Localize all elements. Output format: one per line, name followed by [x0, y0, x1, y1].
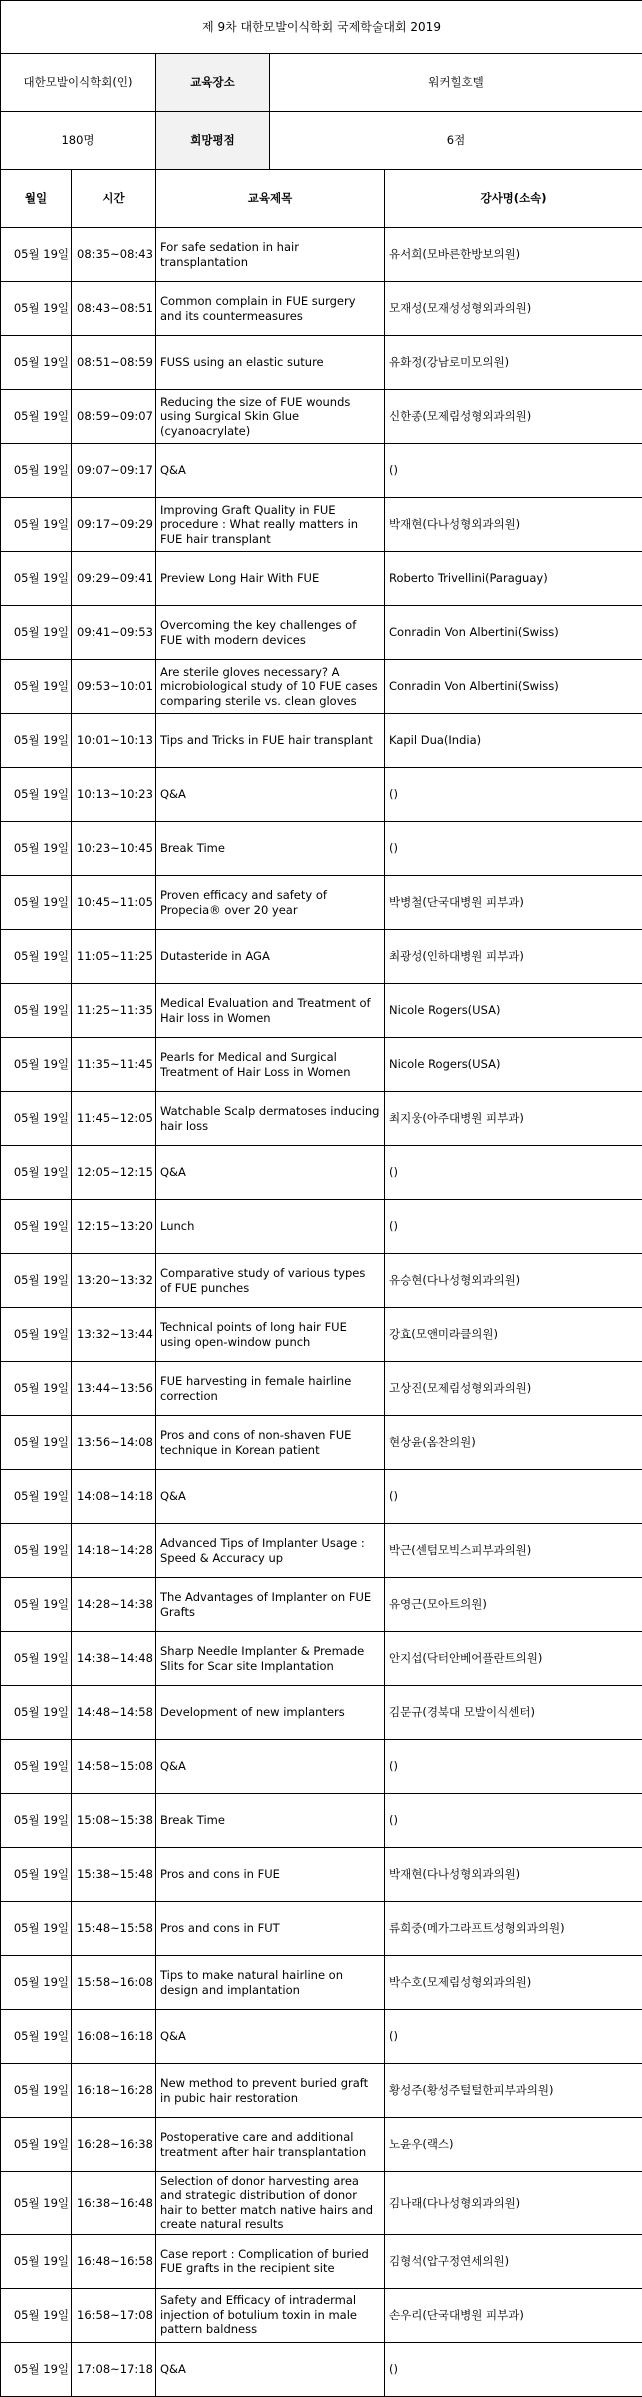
row-lecturer: Nicole Rogers(USA) [385, 1038, 642, 1092]
row-date: 05월 19일 [1, 2288, 72, 2342]
row-time: 17:08~17:18 [72, 2342, 156, 2396]
row-subject: New method to prevent buried graft in pubic hair restoration [156, 2064, 385, 2118]
row-subject: Pros and cons in FUE [156, 1848, 385, 1902]
table-row [1, 660, 642, 714]
row-lecturer: 고상진(모제림성형외과의원) [385, 1362, 642, 1416]
row-time: 09:17~09:29 [72, 498, 156, 552]
row-time: 13:32~13:44 [72, 1308, 156, 1362]
row-date: 05월 19일 [1, 1686, 72, 1740]
row-time: 10:23~10:45 [72, 822, 156, 876]
row-date: 05월 19일 [1, 930, 72, 984]
table-row [1, 2010, 642, 2064]
row-lecturer: 유영근(모아트의원) [385, 1578, 642, 1632]
row-date: 05월 19일 [1, 660, 72, 714]
row-subject: Preview Long Hair With FUE [156, 552, 385, 606]
row-lecturer: Nicole Rogers(USA) [385, 984, 642, 1038]
row-subject: Proven efficacy and safety of Propecia® over 20 year [156, 876, 385, 930]
row-date: 05월 19일 [1, 1578, 72, 1632]
table-row [1, 1848, 642, 1902]
row-lecturer: () [385, 768, 642, 822]
row-date: 05월 19일 [1, 768, 72, 822]
row-time: 11:45~12:05 [72, 1092, 156, 1146]
row-lecturer: 유화정(강남로미모의원) [385, 336, 642, 390]
row-lecturer: () [385, 1200, 642, 1254]
row-subject: Medical Evaluation and Treatment of Hair loss in Women [156, 984, 385, 1038]
row-lecturer: Roberto Trivellini(Paraguay) [385, 552, 642, 606]
table-row [1, 606, 642, 660]
row-lecturer: 김형석(압구정연세의원) [385, 2234, 642, 2288]
row-lecturer: 현상윤(옴찬의원) [385, 1416, 642, 1470]
row-date: 05월 19일 [1, 1632, 72, 1686]
row-subject: Tips to make natural hairline on design and implantation [156, 1956, 385, 2010]
table-row [1, 1578, 642, 1632]
row-lecturer: 모재성(모재성성형외과의원) [385, 282, 642, 336]
row-date: 05월 19일 [1, 1902, 72, 1956]
row-subject: Lunch [156, 1200, 385, 1254]
row-date: 05월 19일 [1, 444, 72, 498]
row-date: 05월 19일 [1, 2234, 72, 2288]
table-row [1, 2064, 642, 2118]
row-lecturer: () [385, 2010, 642, 2064]
table-row [1, 444, 642, 498]
row-time: 09:07~09:17 [72, 444, 156, 498]
row-time: 16:18~16:28 [72, 2064, 156, 2118]
row-time: 16:28~16:38 [72, 2118, 156, 2172]
capacity-value: 180명 [1, 112, 156, 170]
row-subject: Technical points of long hair FUE using open-window punch [156, 1308, 385, 1362]
row-date: 05월 19일 [1, 498, 72, 552]
row-date: 05월 19일 [1, 822, 72, 876]
venue-label: 교육장소 [156, 54, 270, 112]
table-row [1, 2288, 642, 2342]
venue-value: 워커힐호텔 [270, 54, 642, 112]
table-row [1, 552, 642, 606]
row-time: 12:15~13:20 [72, 1200, 156, 1254]
row-lecturer: 박근(센텀모빅스피부과의원) [385, 1524, 642, 1578]
row-date: 05월 19일 [1, 1794, 72, 1848]
table-row [1, 822, 642, 876]
table-row [1, 930, 642, 984]
row-lecturer: 박병철(단국대병원 피부과) [385, 876, 642, 930]
row-subject: Pros and cons in FUT [156, 1902, 385, 1956]
row-lecturer: 노윤우(랙스) [385, 2118, 642, 2172]
table-row [1, 714, 642, 768]
table-row [1, 1254, 642, 1308]
row-lecturer: 김문규(경북대 모발이식센터) [385, 1686, 642, 1740]
row-lecturer: Kapil Dua(India) [385, 714, 642, 768]
row-time: 16:58~17:08 [72, 2288, 156, 2342]
row-subject: The Advantages of Implanter on FUE Grafts [156, 1578, 385, 1632]
row-time: 14:08~14:18 [72, 1470, 156, 1524]
row-time: 08:35~08:43 [72, 228, 156, 282]
row-date: 05월 19일 [1, 1092, 72, 1146]
row-lecturer: 유승현(다나성형외과의원) [385, 1254, 642, 1308]
row-date: 05월 19일 [1, 1470, 72, 1524]
row-time: 15:58~16:08 [72, 1956, 156, 2010]
row-lecturer: 강효(모앤미라클의원) [385, 1308, 642, 1362]
row-subject: Improving Graft Quality in FUE procedure : What really matters in FUE hair transplant [156, 498, 385, 552]
row-date: 05월 19일 [1, 2118, 72, 2172]
row-subject: Are sterile gloves necessary? A microbiological study of 10 FUE cases comparing sterile vs. clean gloves [156, 660, 385, 714]
table-row [1, 1092, 642, 1146]
row-subject: For safe sedation in hair transplantation [156, 228, 385, 282]
row-date: 05월 19일 [1, 1740, 72, 1794]
row-lecturer: () [385, 2342, 642, 2396]
row-date: 05월 19일 [1, 2172, 72, 2235]
row-lecturer: 최광성(인하대병원 피부과) [385, 930, 642, 984]
row-subject: Comparative study of various types of FUE punches [156, 1254, 385, 1308]
row-lecturer: () [385, 1146, 642, 1200]
row-date: 05월 19일 [1, 1146, 72, 1200]
row-subject: Case report : Complication of buried FUE grafts in the recipient site [156, 2234, 385, 2288]
table-row [1, 2172, 642, 2235]
table-row [1, 1416, 642, 1470]
row-time: 15:08~15:38 [72, 1794, 156, 1848]
row-subject: Break Time [156, 1794, 385, 1848]
row-date: 05월 19일 [1, 390, 72, 444]
row-time: 13:56~14:08 [72, 1416, 156, 1470]
row-lecturer: 박수호(모제림성형외과의원) [385, 1956, 642, 2010]
row-date: 05월 19일 [1, 2064, 72, 2118]
row-subject: Advanced Tips of Implanter Usage : Speed & Accuracy up [156, 1524, 385, 1578]
row-subject: Q&A [156, 1470, 385, 1524]
row-subject: Dutasteride in AGA [156, 930, 385, 984]
row-date: 05월 19일 [1, 336, 72, 390]
row-lecturer: 박재현(다나성형외과의원) [385, 1848, 642, 1902]
row-time: 14:38~14:48 [72, 1632, 156, 1686]
row-time: 12:05~12:15 [72, 1146, 156, 1200]
row-time: 16:38~16:48 [72, 2172, 156, 2235]
row-time: 14:18~14:28 [72, 1524, 156, 1578]
row-lecturer: Conradin Von Albertini(Swiss) [385, 660, 642, 714]
table-row [1, 1902, 642, 1956]
table-row [1, 1362, 642, 1416]
row-lecturer: 신한종(모제림성형외과의원) [385, 390, 642, 444]
row-lecturer: () [385, 1794, 642, 1848]
row-date: 05월 19일 [1, 1524, 72, 1578]
table-row [1, 876, 642, 930]
table-row [1, 768, 642, 822]
table-row [1, 1686, 642, 1740]
table-row [1, 336, 642, 390]
row-date: 05월 19일 [1, 1362, 72, 1416]
row-time: 13:20~13:32 [72, 1254, 156, 1308]
row-subject: FUE harvesting in female hairline correction [156, 1362, 385, 1416]
row-time: 08:43~08:51 [72, 282, 156, 336]
row-subject: Break Time [156, 822, 385, 876]
row-lecturer: 류희중(메가그라프트성형외과의원) [385, 1902, 642, 1956]
row-time: 08:51~08:59 [72, 336, 156, 390]
row-date: 05월 19일 [1, 1254, 72, 1308]
row-time: 08:59~09:07 [72, 390, 156, 444]
row-lecturer: 박재현(다나성형외과의원) [385, 498, 642, 552]
row-date: 05월 19일 [1, 606, 72, 660]
row-subject: Postoperative care and additional treatment after hair transplantation [156, 2118, 385, 2172]
row-lecturer: 최지웅(아주대병원 피부과) [385, 1092, 642, 1146]
row-time: 14:48~14:58 [72, 1686, 156, 1740]
row-date: 05월 19일 [1, 1416, 72, 1470]
meta-row-capacity [1, 112, 642, 170]
table-row [1, 984, 642, 1038]
row-lecturer: () [385, 822, 642, 876]
score-value: 6점 [270, 112, 642, 170]
row-date: 05월 19일 [1, 714, 72, 768]
table-row [1, 1524, 642, 1578]
table-row [1, 498, 642, 552]
row-lecturer: 김나래(다나성형외과의원) [385, 2172, 642, 2235]
row-time: 15:48~15:58 [72, 1902, 156, 1956]
row-lecturer: 손우리(단국대병원 피부과) [385, 2288, 642, 2342]
row-subject: Q&A [156, 1146, 385, 1200]
table-row [1, 1200, 642, 1254]
title-row [1, 1, 642, 54]
table-row [1, 282, 642, 336]
row-subject: Safety and Efficacy of intradermal injection of botulium toxin in male pattern baldness [156, 2288, 385, 2342]
row-date: 05월 19일 [1, 282, 72, 336]
row-time: 09:29~09:41 [72, 552, 156, 606]
header-date: 월일 [1, 170, 72, 228]
score-label: 희망평점 [156, 112, 270, 170]
row-date: 05월 19일 [1, 1956, 72, 2010]
table-row [1, 2342, 642, 2396]
row-time: 10:01~10:13 [72, 714, 156, 768]
row-subject: Q&A [156, 768, 385, 822]
header-time: 시간 [72, 170, 156, 228]
row-date: 05월 19일 [1, 984, 72, 1038]
row-lecturer: 안지섭(닥터안베어플란트의원) [385, 1632, 642, 1686]
row-time: 16:08~16:18 [72, 2010, 156, 2064]
row-lecturer: () [385, 444, 642, 498]
row-date: 05월 19일 [1, 876, 72, 930]
row-date: 05월 19일 [1, 1848, 72, 1902]
table-row [1, 1470, 642, 1524]
table-row [1, 1740, 642, 1794]
row-time: 14:28~14:38 [72, 1578, 156, 1632]
row-subject: FUSS using an elastic suture [156, 336, 385, 390]
table-row [1, 2118, 642, 2172]
row-subject: Q&A [156, 444, 385, 498]
row-date: 05월 19일 [1, 552, 72, 606]
table-row [1, 1038, 642, 1092]
row-subject: Selection of donor harvesting area and strategic distribution of donor hair to better match native hairs and create natural results [156, 2172, 385, 2235]
row-lecturer: () [385, 1740, 642, 1794]
row-date: 05월 19일 [1, 2342, 72, 2396]
row-time: 15:38~15:48 [72, 1848, 156, 1902]
row-time: 11:05~11:25 [72, 930, 156, 984]
table-row [1, 2234, 642, 2288]
row-subject: Reducing the size of FUE wounds using Surgical Skin Glue (cyanoacrylate) [156, 390, 385, 444]
organizer-value: 대한모발이식학회(인) [1, 54, 156, 112]
table-row [1, 1956, 642, 2010]
row-lecturer: Conradin Von Albertini(Swiss) [385, 606, 642, 660]
row-time: 14:58~15:08 [72, 1740, 156, 1794]
row-date: 05월 19일 [1, 1200, 72, 1254]
row-subject: Development of new implanters [156, 1686, 385, 1740]
row-date: 05월 19일 [1, 1308, 72, 1362]
document-title: 제 9차 대한모발이식학회 국제학술대회 2019 [1, 1, 642, 54]
row-lecturer: 유서희(모바른한방보의원) [385, 228, 642, 282]
row-lecturer: 황성주(황성주털털한피부과의원) [385, 2064, 642, 2118]
row-date: 05월 19일 [1, 228, 72, 282]
row-time: 13:44~13:56 [72, 1362, 156, 1416]
row-time: 09:53~10:01 [72, 660, 156, 714]
table-row [1, 1146, 642, 1200]
table-row [1, 1632, 642, 1686]
row-subject: Sharp Needle Implanter & Premade Slits for Scar site Implantation [156, 1632, 385, 1686]
row-time: 16:48~16:58 [72, 2234, 156, 2288]
header-lecturer: 강사명(소속) [385, 170, 642, 228]
row-subject: Q&A [156, 2342, 385, 2396]
row-subject: Q&A [156, 1740, 385, 1794]
header-subject: 교육제목 [156, 170, 385, 228]
row-subject: Overcoming the key challenges of FUE with modern devices [156, 606, 385, 660]
row-subject: Pearls for Medical and Surgical Treatment of Hair Loss in Women [156, 1038, 385, 1092]
row-time: 11:25~11:35 [72, 984, 156, 1038]
row-date: 05월 19일 [1, 2010, 72, 2064]
row-time: 10:13~10:23 [72, 768, 156, 822]
row-subject: Pros and cons of non-shaven FUE technique in Korean patient [156, 1416, 385, 1470]
table-row [1, 1794, 642, 1848]
table-row [1, 228, 642, 282]
row-date: 05월 19일 [1, 1038, 72, 1092]
row-time: 09:41~09:53 [72, 606, 156, 660]
row-time: 11:35~11:45 [72, 1038, 156, 1092]
row-time: 10:45~11:05 [72, 876, 156, 930]
meta-row-venue [1, 54, 642, 112]
table-row [1, 390, 642, 444]
header-row [1, 170, 642, 228]
row-subject: Watchable Scalp dermatoses inducing hair loss [156, 1092, 385, 1146]
row-subject: Common complain in FUE surgery and its countermeasures [156, 282, 385, 336]
row-subject: Tips and Tricks in FUE hair transplant [156, 714, 385, 768]
row-subject: Q&A [156, 2010, 385, 2064]
table-row [1, 1308, 642, 1362]
row-lecturer: () [385, 1470, 642, 1524]
